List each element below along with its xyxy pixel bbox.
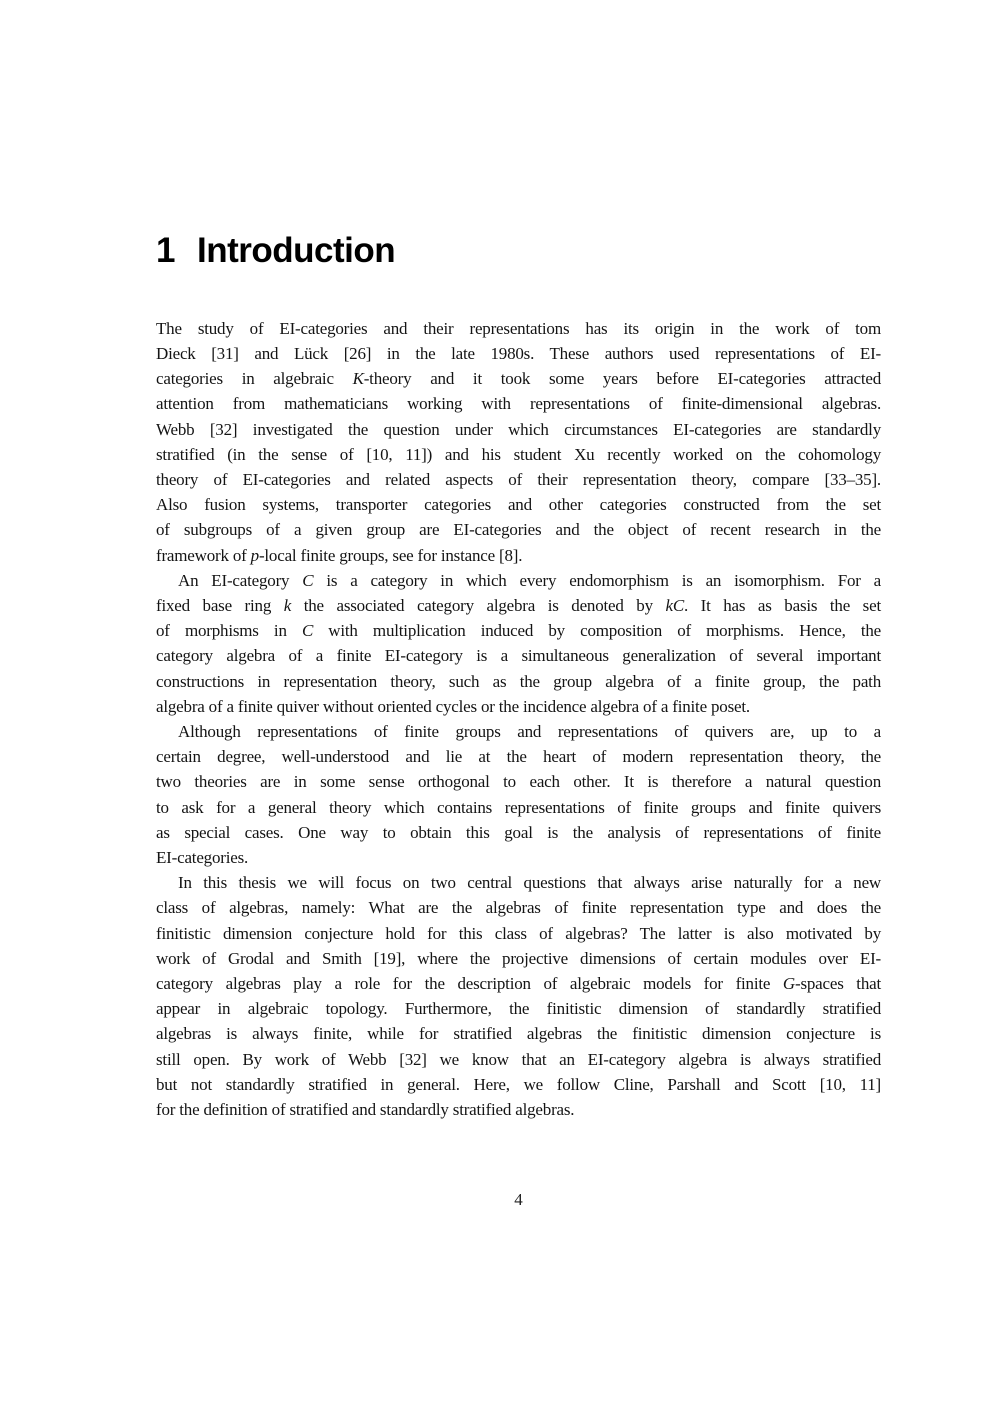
text-run: work of Grodal and Smith [19], where the projective dimensions of certain modules over EI- xyxy=(156,948,881,968)
text-run: stratified (in the sense of [10, 11]) and his student Xu recently worked on the cohomology xyxy=(156,444,881,464)
text-run: EI-categories. xyxy=(156,848,249,868)
text-line xyxy=(156,366,881,391)
text-run: algebra of a finite quiver without oriented cycles or the incidence algebra of a finite poset. xyxy=(156,696,750,716)
text-run: as special cases. One way to obtain this goal is the analysis of representations of finite xyxy=(156,822,881,842)
math-symbol: p xyxy=(250,545,259,565)
text-line xyxy=(156,946,881,971)
text-run: attention from mathematicians working with representations of finite-dimensional algebras. xyxy=(156,394,881,414)
text-line xyxy=(156,467,881,492)
text-line xyxy=(156,391,881,416)
text-run: Webb [32] investigated the question under which circumstances EI-categories are standardly xyxy=(156,419,881,439)
body-text xyxy=(156,316,881,1123)
text-run: Although representations of finite groups and representations of quivers are, up to a xyxy=(178,722,881,741)
math-symbol: K xyxy=(352,369,364,389)
text-line xyxy=(156,694,881,719)
text-run: framework of xyxy=(156,545,251,565)
text-run: with multiplication induced by composition of morphisms. Hence, the xyxy=(313,621,882,641)
math-symbol: k xyxy=(283,595,292,615)
text-run: for the definition of stratified and standardly stratified algebras. xyxy=(156,1100,575,1120)
math-symbol: G xyxy=(782,974,795,994)
text-run: still open. By work of Webb [32] we know that an EI-category algebra is always stratified xyxy=(156,1049,881,1069)
text-run: -spaces that xyxy=(795,974,881,994)
text-line xyxy=(156,895,881,920)
text-run: fixed base ring xyxy=(156,595,284,615)
text-line xyxy=(156,845,881,870)
text-line xyxy=(156,618,881,643)
text-run: -local finite groups, see for instance [8]. xyxy=(258,545,523,565)
text-line xyxy=(156,442,881,467)
text-line xyxy=(156,1047,881,1072)
text-line xyxy=(156,417,881,442)
text-line xyxy=(156,543,881,568)
section-title: Introduction xyxy=(196,231,396,270)
text-run: of morphisms in xyxy=(156,621,302,641)
text-line xyxy=(156,971,881,996)
text-run: class of algebras, namely: What are the algebras of finite representation type and does the xyxy=(156,898,881,918)
text-line xyxy=(156,769,881,794)
text-line xyxy=(156,492,881,517)
text-line xyxy=(156,568,881,593)
section-number: 1 xyxy=(156,231,175,270)
text-run: categories in algebraic xyxy=(156,369,353,389)
text-line xyxy=(156,341,881,366)
text-column xyxy=(156,233,881,1122)
text-run: category algebras play a role for the description of algebraic models for finite xyxy=(156,974,783,994)
text-line xyxy=(156,1097,881,1122)
text-run: The study of EI-categories and their representations has its origin in the work of tom xyxy=(156,318,881,338)
text-line xyxy=(156,1072,881,1097)
text-run: certain degree, well-understood and lie at the heart of modern representation theory, the xyxy=(156,747,881,767)
text-run: is a category in which every endomorphism is an isomorphism. For a xyxy=(313,570,881,590)
text-line xyxy=(156,820,881,845)
text-run: An EI-category xyxy=(178,570,303,590)
text-run: category algebra of a finite EI-category is a simultaneous generalization of several important xyxy=(156,646,881,666)
text-line xyxy=(156,517,881,542)
text-run: theory of EI-categories and related aspects of their representation theory, compare [33–35]. xyxy=(156,469,881,489)
paragraph xyxy=(156,568,881,719)
text-run: to ask for a general theory which contains representations of finite groups and finite quivers xyxy=(156,797,881,817)
text-run: but not standardly stratified in general. Here, we follow Cline, Parshall and Scott [10, 11] xyxy=(156,1074,881,1094)
text-run: constructions in representation theory, such as the group algebra of a finite group, the path xyxy=(156,671,881,691)
text-run: algebras is always finite, while for stratified algebras the finitistic dimension conjecture is xyxy=(156,1024,881,1044)
text-run: two theories are in some sense orthogonal to each other. It is therefore a natural question xyxy=(156,772,881,792)
text-line xyxy=(156,921,881,946)
text-line xyxy=(156,1021,881,1046)
math-symbol: C xyxy=(302,570,314,590)
text-run: of subgroups of a given group are EI-categories and the object of recent research in the xyxy=(156,520,881,540)
text-line xyxy=(156,795,881,820)
text-run: appear in algebraic topology. Furthermore, the finitistic dimension of standardly stratified xyxy=(156,999,881,1019)
paragraph xyxy=(156,870,881,1122)
text-line xyxy=(156,744,881,769)
text-run: the associated category algebra is denoted by xyxy=(291,595,666,615)
text-run: Dieck [31] and Lück [26] in the late 1980s. These authors used representations of EI- xyxy=(156,343,881,363)
paragraph xyxy=(156,316,881,568)
text-run: finitistic dimension conjecture hold for this class of algebras? The latter is also motivated by xyxy=(156,923,881,943)
paragraph xyxy=(156,719,881,870)
text-line xyxy=(156,643,881,668)
section-heading xyxy=(156,233,881,270)
text-run: In this thesis we will focus on two central questions that always arise naturally for a new xyxy=(178,873,881,893)
text-run: -theory and it took some years before EI-categories attracted xyxy=(363,369,881,389)
text-line xyxy=(156,593,881,618)
text-line xyxy=(156,996,881,1021)
math-symbol: C xyxy=(301,621,314,641)
text-run: Also fusion systems, transporter categories and other categories constructed from the set xyxy=(156,495,881,515)
text-run: . It has as basis the set xyxy=(684,595,881,615)
text-line xyxy=(156,316,881,341)
page-number: 4 xyxy=(514,1190,523,1209)
text-line xyxy=(156,719,881,744)
math-symbol: kC xyxy=(665,595,684,615)
text-line xyxy=(156,870,881,895)
text-line xyxy=(156,669,881,694)
